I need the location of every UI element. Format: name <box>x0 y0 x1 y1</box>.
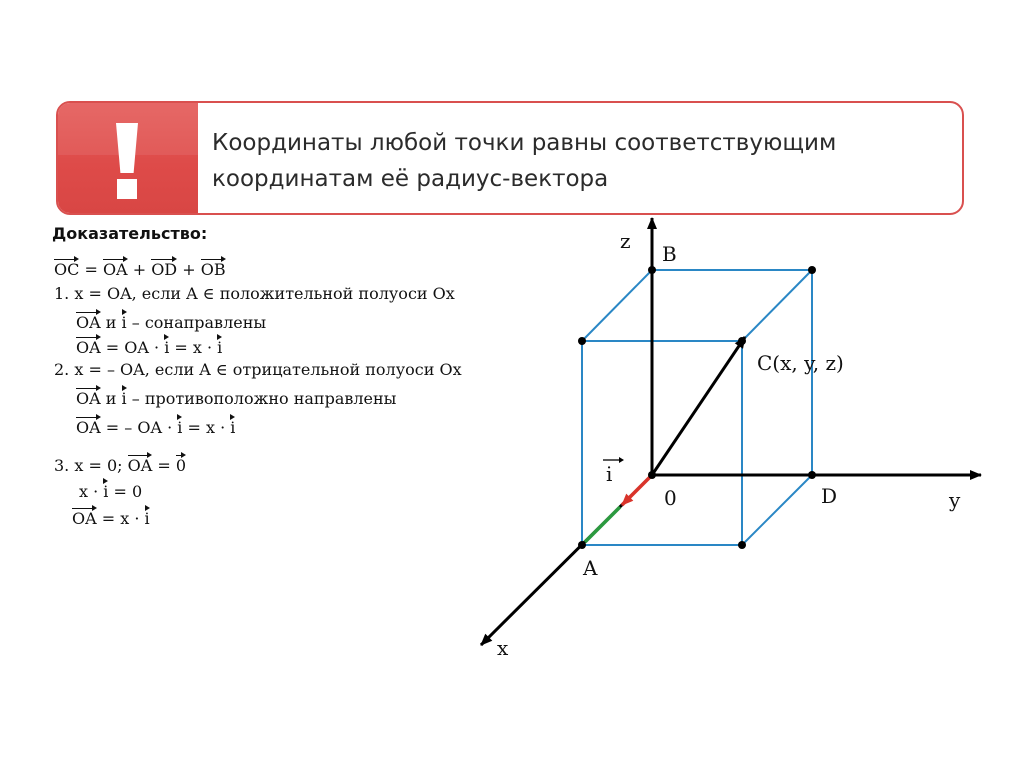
vec-oa: OA <box>102 260 128 279</box>
text: 3. x = 0; <box>54 456 128 475</box>
case-2-head: 2. x = – OA, если A ∈ отрицательной полуоси Ox <box>54 360 462 379</box>
text: – сонаправлены <box>126 313 267 332</box>
vec-i: i <box>103 482 109 501</box>
text: = x · <box>182 418 231 437</box>
radius-vector-oc <box>652 337 745 475</box>
vec-oa: OA <box>127 456 153 475</box>
proof-title: Доказательство: <box>52 224 208 243</box>
text: x · <box>79 482 104 501</box>
z-axis-label: z <box>620 229 631 253</box>
vec-i: i <box>144 509 150 528</box>
vec-oa: OA <box>76 389 101 408</box>
vector-oa-highlight <box>585 507 620 542</box>
point-d <box>808 471 816 479</box>
label-b: B <box>662 242 677 266</box>
case-1-head: 1. x = OA, если A ∈ положительной полуоси Ox <box>54 284 455 303</box>
vec-zero: 0 <box>175 456 187 475</box>
point-top-back-right <box>808 266 816 274</box>
point-top-front-left <box>578 337 586 345</box>
theorem-line-2: координатам её радиус-вектора <box>212 166 609 192</box>
label-d: D <box>821 484 838 508</box>
text: и <box>100 313 122 332</box>
text: = OA · <box>100 338 165 357</box>
decomp-plus-2: + <box>177 260 201 279</box>
vec-i: i <box>217 338 223 357</box>
x-axis-label: x <box>497 636 509 660</box>
vec-i: i <box>164 338 170 357</box>
text: = 0 <box>108 482 143 501</box>
i-label-arrowhead <box>619 457 624 463</box>
label-i: i <box>606 462 613 486</box>
text: = x · <box>96 509 145 528</box>
edge-top-left <box>582 270 652 341</box>
point-c <box>738 337 746 345</box>
vec-i: i <box>230 418 236 437</box>
unit-vector-i <box>622 475 652 505</box>
decomp-plus-1: + <box>127 260 152 279</box>
vec-i: i <box>121 389 127 408</box>
vec-od: OD <box>151 260 178 279</box>
vec-oa: OA <box>76 418 101 437</box>
vec-i: i <box>177 418 183 437</box>
vec-oa: OA <box>76 338 101 357</box>
vec-ob: OB <box>200 260 226 279</box>
text: = – OA · <box>100 418 178 437</box>
edge-bottom-right <box>742 475 812 545</box>
y-axis-label: y <box>949 488 961 512</box>
vec-oc: OC <box>54 260 80 279</box>
label-origin: 0 <box>664 486 677 510</box>
point-a <box>578 541 586 549</box>
point-bottom-front-right <box>738 541 746 549</box>
text: = x · <box>169 338 218 357</box>
label-c: C(x, y, z) <box>757 351 844 375</box>
text: – противоположно направлены <box>126 389 397 408</box>
point-b <box>648 266 656 274</box>
text: = <box>152 456 176 475</box>
text: и <box>100 389 122 408</box>
edge-top-right <box>742 270 812 341</box>
vec-i: i <box>121 313 127 332</box>
vec-oa: OA <box>76 313 101 332</box>
point-origin <box>648 471 656 479</box>
vec-oa: OA <box>72 509 97 528</box>
theorem-line-1: Координаты любой точки равны соответствующим <box>212 130 837 156</box>
label-a: A <box>583 556 598 580</box>
decomp-eq: = <box>79 260 103 279</box>
